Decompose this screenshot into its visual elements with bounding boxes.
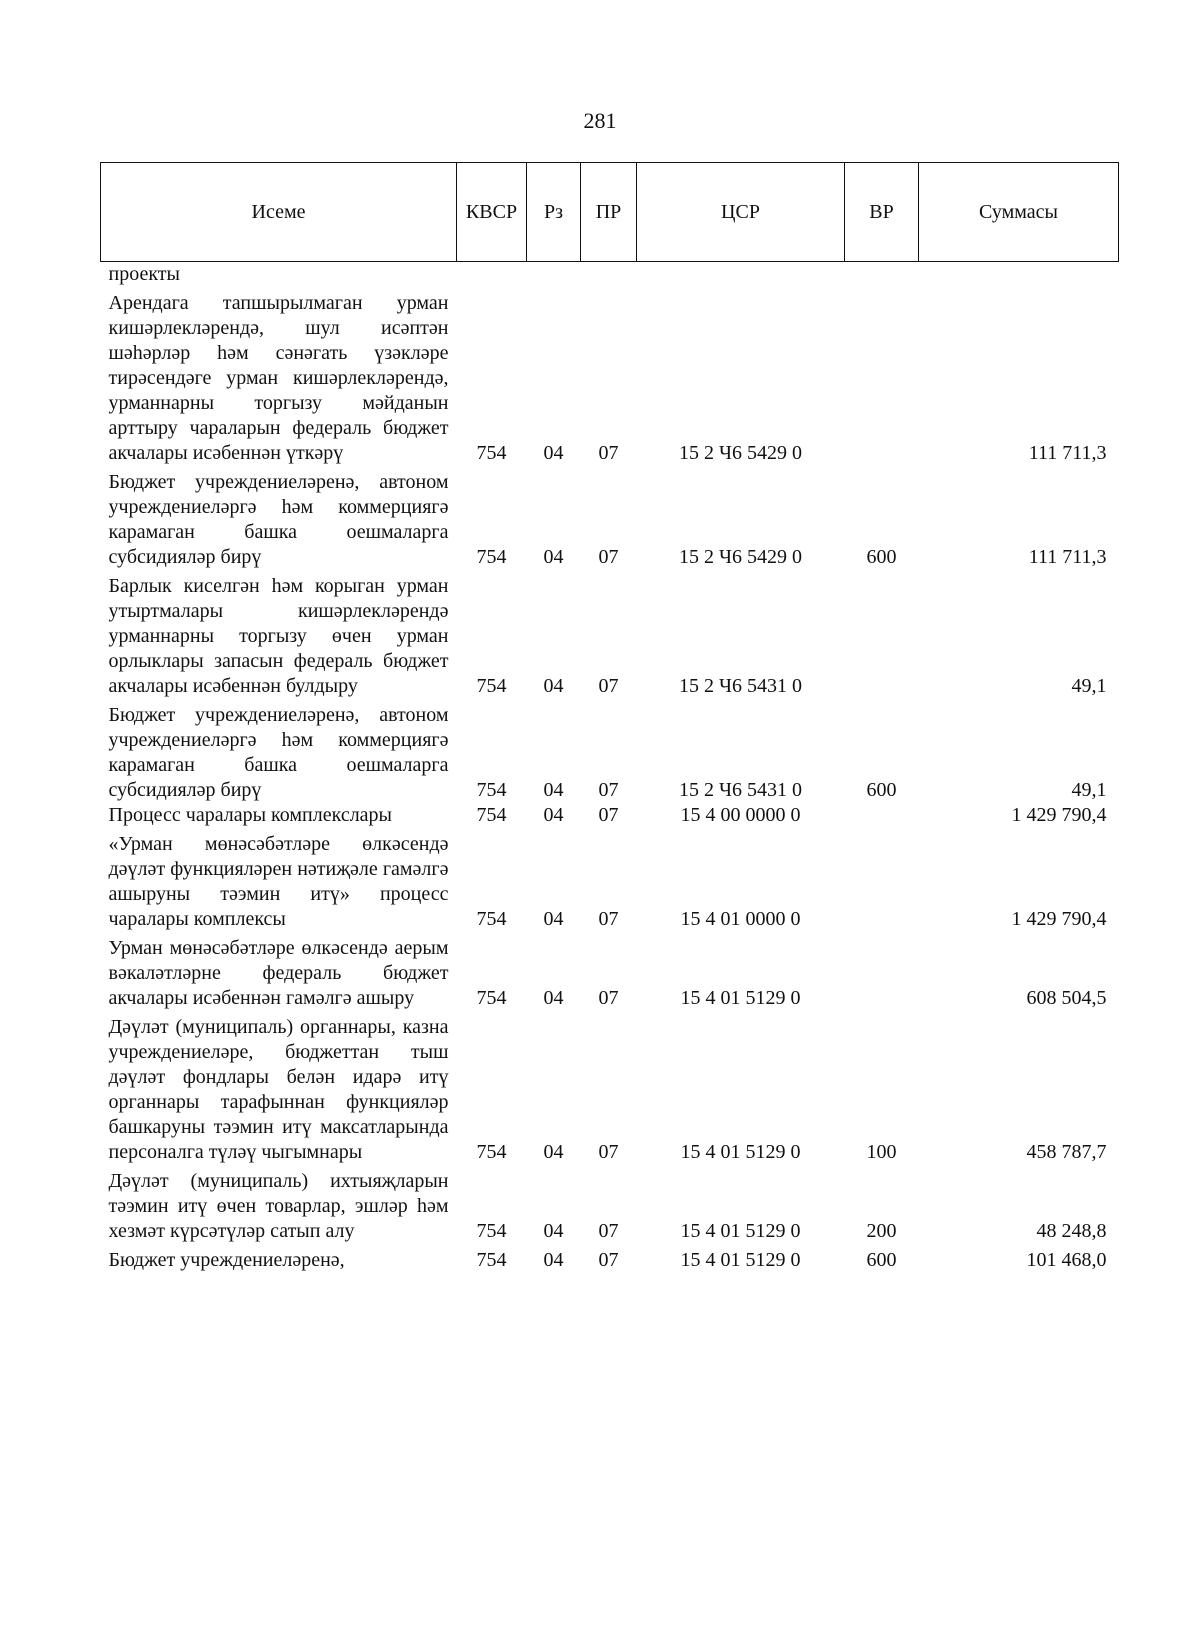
header-sum: Суммасы [919,163,1119,262]
row-vr: 600 [866,779,897,801]
row-pr: 07 [598,908,619,930]
row-name: Урман мөнәсәбәтләре өлкәсендә аерым вәкаләтләрне федераль бюджет акчалары исәбеннән гамәлгә ашыру [108,937,449,1009]
row-rz: 04 [543,442,564,464]
row-name: Бюджет учреждениеләренә, [108,1249,345,1271]
row-rz: 04 [543,779,564,801]
row-name: Бюджет учреждениеләренә, автоном учреждениеләргә һәм коммерциягә карамаган башка оешмаларга субсидияләр бирү [108,471,449,568]
row-rz: 04 [543,1141,564,1163]
continuation-row [101,262,1119,288]
row-kvsr: 754 [476,804,507,826]
header-vr: ВР [845,163,919,262]
row-sum: 101 468,0 [1026,1249,1107,1271]
row-pr: 07 [598,546,619,568]
table-row [101,828,1119,932]
row-kvsr: 754 [476,779,507,801]
row-kvsr: 754 [476,1249,507,1271]
row-name: Арендага тапшырылмаган урман кишәрлекләрендә, шул исәптән шәһәрләр һәм сәнәгать үзәкләре тирәсендәге урман кишәрлекләрендә, урманнарны торгызу мәйданын арттыру чараларын федераль бюджет акчалары исәбеннән үткәрү [108,292,449,464]
row-pr: 07 [598,804,619,826]
row-vr: 600 [866,546,897,568]
row-sum: 1 429 790,4 [1011,804,1107,826]
table-row [101,699,1119,803]
row-kvsr: 754 [476,675,507,697]
row-csr: 15 4 01 5129 0 [680,1220,801,1242]
row-kvsr: 754 [476,908,507,930]
row-rz: 04 [543,908,564,930]
row-vr [845,932,919,1011]
row-vr [845,803,919,828]
row-rz: 04 [543,546,564,568]
row-kvsr: 754 [476,442,507,464]
row-sum: 49,1 [1071,675,1107,697]
table-body [101,262,1119,1274]
row-name: Барлык киселгән һәм корыган урман утыртмалары кишәрлекләрендә урманнарны торгызу өчен урман орлыклары запасын федераль бюджет акчалары исәбеннән булдыру [108,575,449,697]
row-rz: 04 [543,675,564,697]
row-csr: 15 2 Ч6 5431 0 [679,675,802,697]
row-sum: 458 787,7 [1026,1141,1107,1163]
row-pr: 07 [598,1249,619,1271]
row-sum: 608 504,5 [1026,987,1107,1009]
row-rz: 04 [543,987,564,1009]
row-name: Бюджет учреждениеләренә, автоном учреждениеләргә һәм коммерциягә карамаган башка оешмаларга субсидияләр бирү [108,704,449,801]
table-row [101,1244,1119,1273]
table-row [101,570,1119,699]
row-pr: 07 [598,779,619,801]
table-row [101,1011,1119,1165]
header-csr: ЦСР [637,163,845,262]
header-pr: ПР [581,163,637,262]
row-pr: 07 [598,675,619,697]
row-name: проекты [108,263,180,285]
table-row [101,803,1119,828]
row-rz: 04 [543,1249,564,1271]
row-pr: 07 [598,1141,619,1163]
table-row [101,287,1119,466]
row-sum: 48 248,8 [1036,1220,1107,1242]
row-pr: 07 [598,1220,619,1242]
row-csr: 15 2 Ч6 5429 0 [679,546,802,568]
table-header [101,163,1119,262]
row-pr: 07 [598,987,619,1009]
header-name: Исеме [101,163,457,262]
row-csr: 15 4 00 0000 0 [680,804,801,826]
row-rz: 04 [543,1220,564,1242]
row-csr: 15 4 01 5129 0 [680,1249,801,1271]
row-sum: 49,1 [1071,779,1107,801]
budget-table [100,162,1119,1273]
table-row [101,466,1119,570]
row-csr: 15 2 Ч6 5431 0 [679,779,802,801]
row-rz: 04 [543,804,564,826]
row-csr: 15 4 01 5129 0 [680,987,801,1009]
row-vr [845,570,919,699]
table-row [101,1165,1119,1244]
header-kvsr: КВСР [457,163,527,262]
row-vr: 600 [866,1249,897,1271]
row-csr: 15 2 Ч6 5429 0 [679,442,802,464]
row-csr: 15 4 01 5129 0 [680,1141,801,1163]
row-kvsr: 754 [476,546,507,568]
table-row [101,932,1119,1011]
row-name: Дәүләт (муниципаль) органнары, казна учреждениеләре, бюджеттан тыш дәүләт фондлары белән идарә итү органнары тарафыннан функцияләр башкаруны тәэмин итү максатларында персоналга түләү чыгымнары [108,1016,449,1163]
row-name: «Урман мөнәсәбәтләре өлкәсендә дәүләт функцияләрен нәтиҗәле гамәлгә ашыруны тәэмин итү» процесс чаралары комплексы [108,833,449,930]
row-name: Процесс чаралары комплекслары [108,804,392,826]
row-kvsr: 754 [476,987,507,1009]
row-vr: 100 [866,1141,897,1163]
row-vr [845,828,919,932]
row-sum: 111 711,3 [1028,546,1107,568]
row-sum: 111 711,3 [1028,442,1107,464]
row-vr [845,287,919,466]
row-csr: 15 4 01 0000 0 [680,908,801,930]
header-rz: Рз [527,163,581,262]
row-kvsr: 754 [476,1220,507,1242]
row-vr: 200 [866,1220,897,1242]
row-name: Дәүләт (муниципаль) ихтыяҗларын тәэмин итү өчен товарлар, эшләр һәм хезмәт күрсәтүләр сатып алу [108,1170,449,1242]
row-kvsr: 754 [476,1141,507,1163]
page-number: 281 [583,108,617,133]
row-sum: 1 429 790,4 [1011,908,1107,930]
row-pr: 07 [598,442,619,464]
